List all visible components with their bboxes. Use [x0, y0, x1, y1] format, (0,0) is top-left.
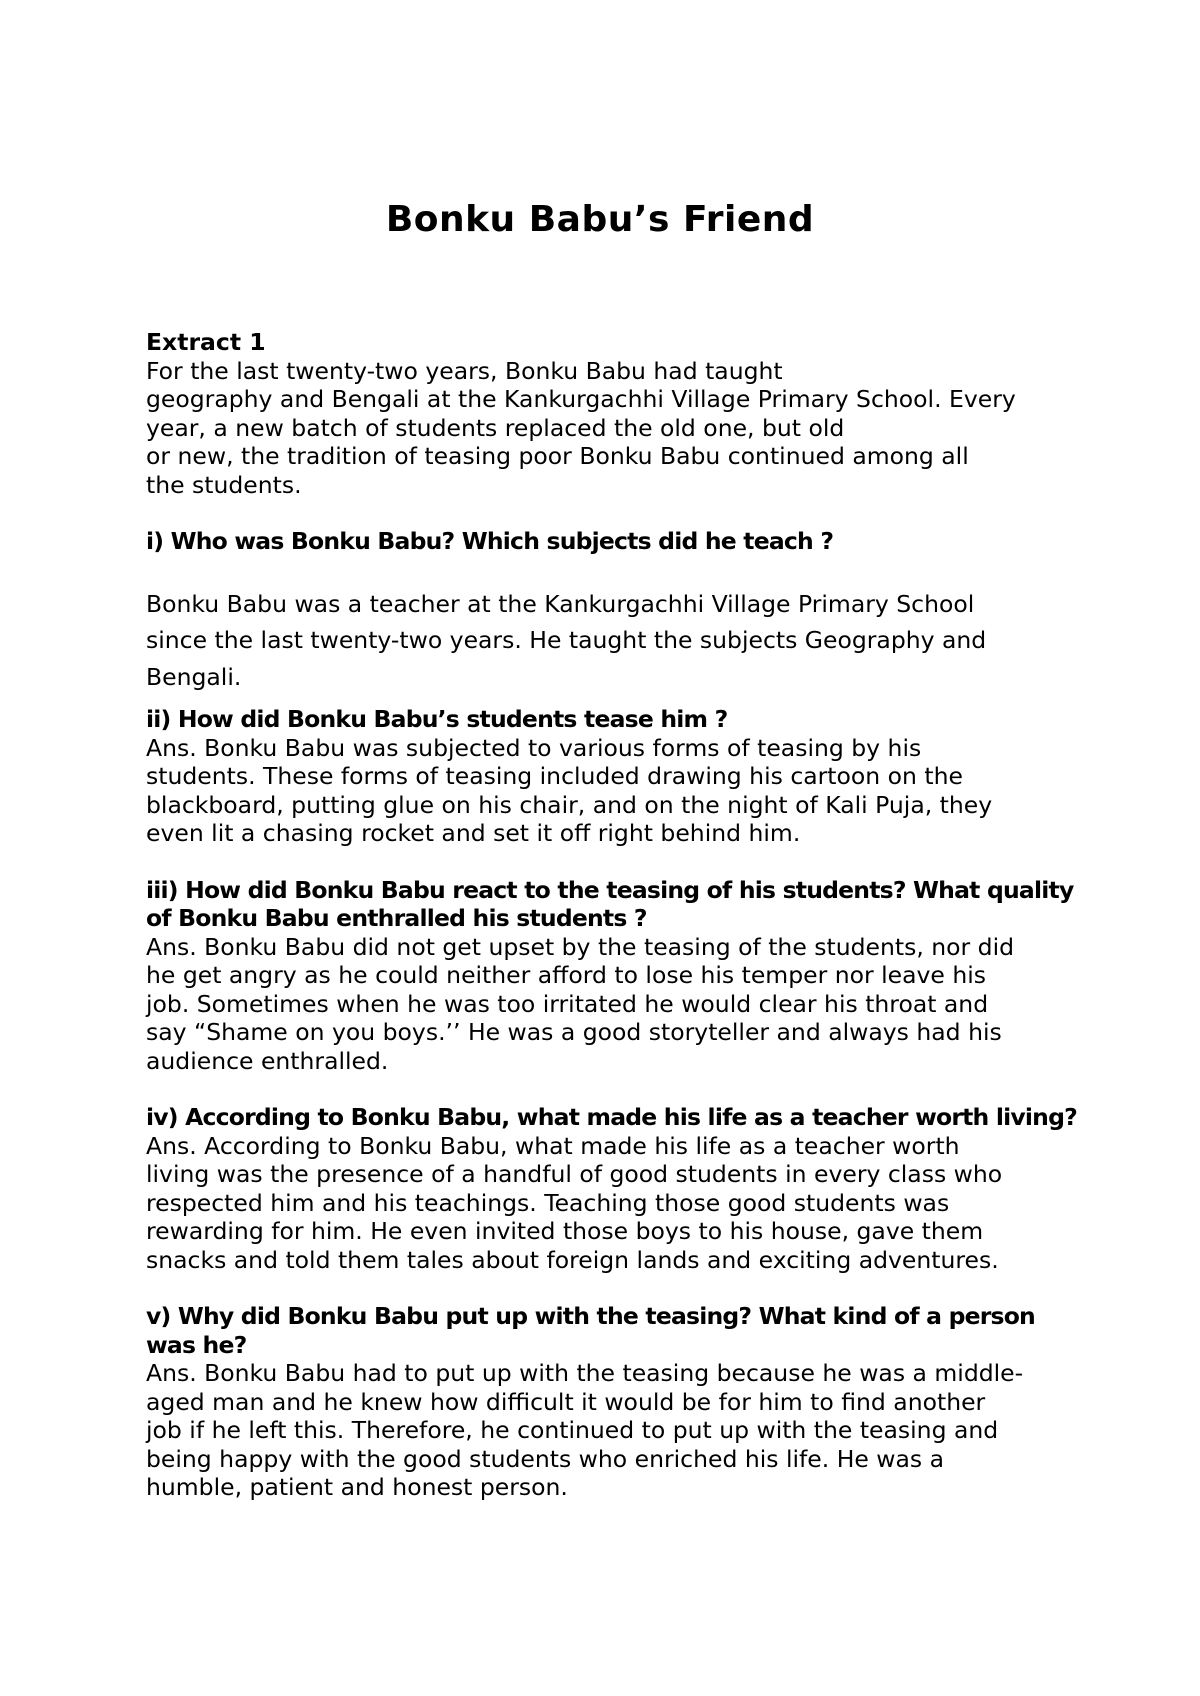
question-text: of Bonku Babu enthralled his students ? — [146, 904, 647, 932]
question-text: iv) According to Bonku Babu, what made his life as a teacher worth living? — [146, 1103, 1077, 1131]
answer-line: Ans. Bonku Babu had to put up with the teasing because he was a middle- — [146, 1359, 1024, 1387]
answer-line: living was the presence of a handful of good students in every class who — [146, 1160, 1003, 1188]
document-body — [146, 328, 1086, 1502]
answer-line: Ans. According to Bonku Babu, what made his life as a teacher worth — [146, 1131, 960, 1160]
answer-line: job. Sometimes when he was too irritated he would clear his throat and — [146, 989, 989, 1018]
answer-line: students. These forms of teasing included drawing his cartoon on the — [146, 762, 963, 790]
extract-text — [146, 357, 1086, 500]
extract-line: For the last twenty-two years, Bonku Babu had taught — [146, 356, 783, 385]
answer-line: rewarding for him. He even invited those boys to his house, gave them — [146, 1217, 984, 1245]
question-text: was he? — [146, 1330, 247, 1359]
question-text: i) Who was Bonku Babu? Which subjects did he teach ? — [146, 527, 834, 555]
answer-line: Bonku Babu was a teacher at the Kankurgachhi Village Primary School — [146, 589, 975, 618]
answer-line: he get angry as he could neither afford to lose his temper nor leave his — [146, 961, 986, 989]
answer-line: Bengali. — [146, 662, 242, 691]
answer-line: even lit a chasing rocket and set it off right behind him. — [146, 819, 801, 847]
extract-line: or new, the tradition of teasing poor Bonku Babu continued among all — [146, 442, 969, 470]
question-block-4 — [146, 1103, 1086, 1274]
answer-line: since the last twenty-two years. He taught the subjects Geography and — [146, 626, 987, 654]
answer-line: job if he left this. Therefore, he continued to put up with the teasing and — [146, 1416, 999, 1444]
answer-line: Ans. Bonku Babu was subjected to various forms of teasing by his — [146, 733, 922, 762]
question-text: iii) How did Bonku Babu react to the teasing of his students? What quality — [146, 875, 1074, 904]
question-block-1 — [146, 527, 1086, 695]
answer-line: snacks and told them tales about foreign lands and exciting adventures. — [146, 1245, 999, 1274]
extract-line: the students. — [146, 470, 302, 499]
answer-line: being happy with the good students who enriched his life. He was a — [146, 1444, 945, 1473]
answer-line: humble, patient and honest person. — [146, 1473, 568, 1501]
answer-line: say “Shame on you boys.’’ He was a good storyteller and always had his — [146, 1018, 1002, 1046]
extract-line: year, a new batch of students replaced the old one, but old — [146, 413, 845, 442]
answer-text — [146, 586, 1086, 696]
question-text: ii) How did Bonku Babu’s students tease him ? — [146, 705, 728, 733]
answer-line: blackboard, putting glue on his chair, and on the night of Kali Puja, they — [146, 790, 993, 819]
answer-line: respected him and his teachings. Teaching those good students was — [146, 1188, 950, 1217]
answer-line: Ans. Bonku Babu did not get upset by the teasing of the students, nor did — [146, 932, 1015, 961]
question-block-2 — [146, 705, 1086, 848]
answer-line: aged man and he knew how difficult it would be for him to find another — [146, 1387, 986, 1416]
question-block-3 — [146, 876, 1086, 1076]
question-text: v) Why did Bonku Babu put up with the teasing? What kind of a person — [146, 1302, 1035, 1330]
document-title: Bonku Babu’s Friend — [385, 199, 815, 240]
extract-label: Extract 1 — [146, 328, 266, 356]
question-block-5 — [146, 1302, 1086, 1502]
answer-line: audience enthralled. — [146, 1046, 389, 1075]
extract-line: geography and Bengali at the Kankurgachhi Village Primary School. Every — [146, 385, 1016, 413]
